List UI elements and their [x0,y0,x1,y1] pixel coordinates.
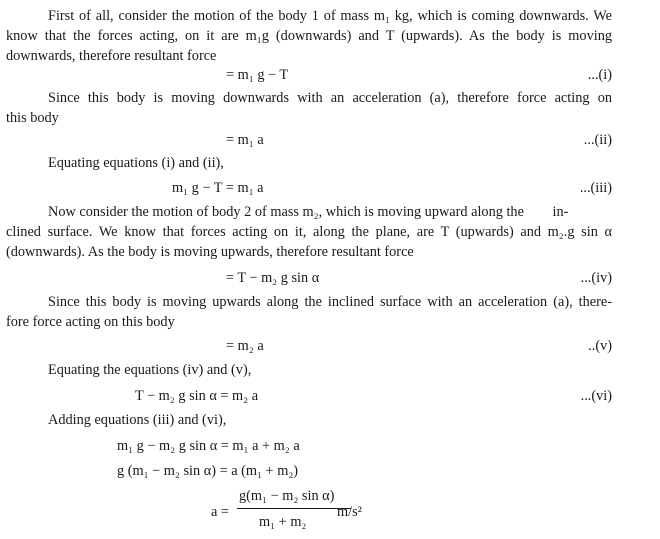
text-line: First of all, consider the motion of the body 1 of mass m₁ kg, which is coming downwards. We [48,8,612,24]
paragraph-body2-motion [6,202,612,262]
text-line: fore force acting on this body [6,314,175,330]
text-line: downwards, therefore resultant force [6,48,217,64]
text-line: Since this body is moving downwards with an acceleration (a), therefore force acting on [48,90,612,106]
equation-4: = T − m₂ g sin α [226,270,320,286]
equation-5: = m₂ a [226,338,264,354]
text-line: Since this body is moving upwards along the inclined surface with an acceleration (a), there- [48,294,612,310]
text-line: know that the forces acting, on it are m₁g (downwards) and T (upwards). As the body is moving [6,28,612,44]
formula-unit: m/s² [337,504,362,520]
equation-tag-iii: ...(iii) [579,180,612,196]
equation-1: = m₁ g − T [226,67,289,83]
equation-tag-iv: ...(iv) [580,270,612,286]
final-acceleration-formula [211,486,411,538]
equation-tag-v: ..(v) [588,338,612,354]
paragraph-adding-iii-vi [6,410,612,430]
formula-numerator: g(m₁ − m₂ sin α) [239,488,335,504]
text-line: Equating the equations (iv) and (v), [48,362,252,378]
equation-tag-vi: ...(vi) [580,388,612,404]
paragraph-body1-acceleration [6,88,612,128]
formula-lhs: a = [211,504,229,520]
text-line: (downwards). As the body is moving upwards, therefore resultant force [6,244,414,260]
paragraph-equating-iv-v [6,360,612,380]
text-line: Now consider the motion of body 2 of mass m₂, which is moving upward along the in- [48,204,569,220]
text-line: Equating equations (i) and (ii), [48,155,224,171]
equation-6: T − m₂ g sin α = m₂ a [135,388,259,404]
text-line: clined surface. We know that forces acting on it, along the plane, are T (upwards) and m₂.g sin α [6,224,612,240]
formula-denominator: m₁ + m₂ [259,514,307,530]
equation-tag-i: ...(i) [587,67,612,83]
paragraph-equating-i-ii [6,153,612,173]
paragraph-body1-motion [6,6,612,66]
equation-3: m₁ g − T = m₁ a [172,180,264,196]
text-line: Adding equations (iii) and (vi), [48,412,227,428]
paragraph-body2-acceleration [6,292,612,332]
equation-tag-ii: ...(ii) [583,132,612,148]
equation-2: = m₁ a [226,132,264,148]
equation-7: m₁ g − m₂ g sin α = m₁ a + m₂ a [117,438,300,454]
fraction-bar [237,508,351,509]
text-line: this body [6,110,59,126]
equation-8: g (m₁ − m₂ sin α) = a (m₁ + m₂) [117,463,299,479]
